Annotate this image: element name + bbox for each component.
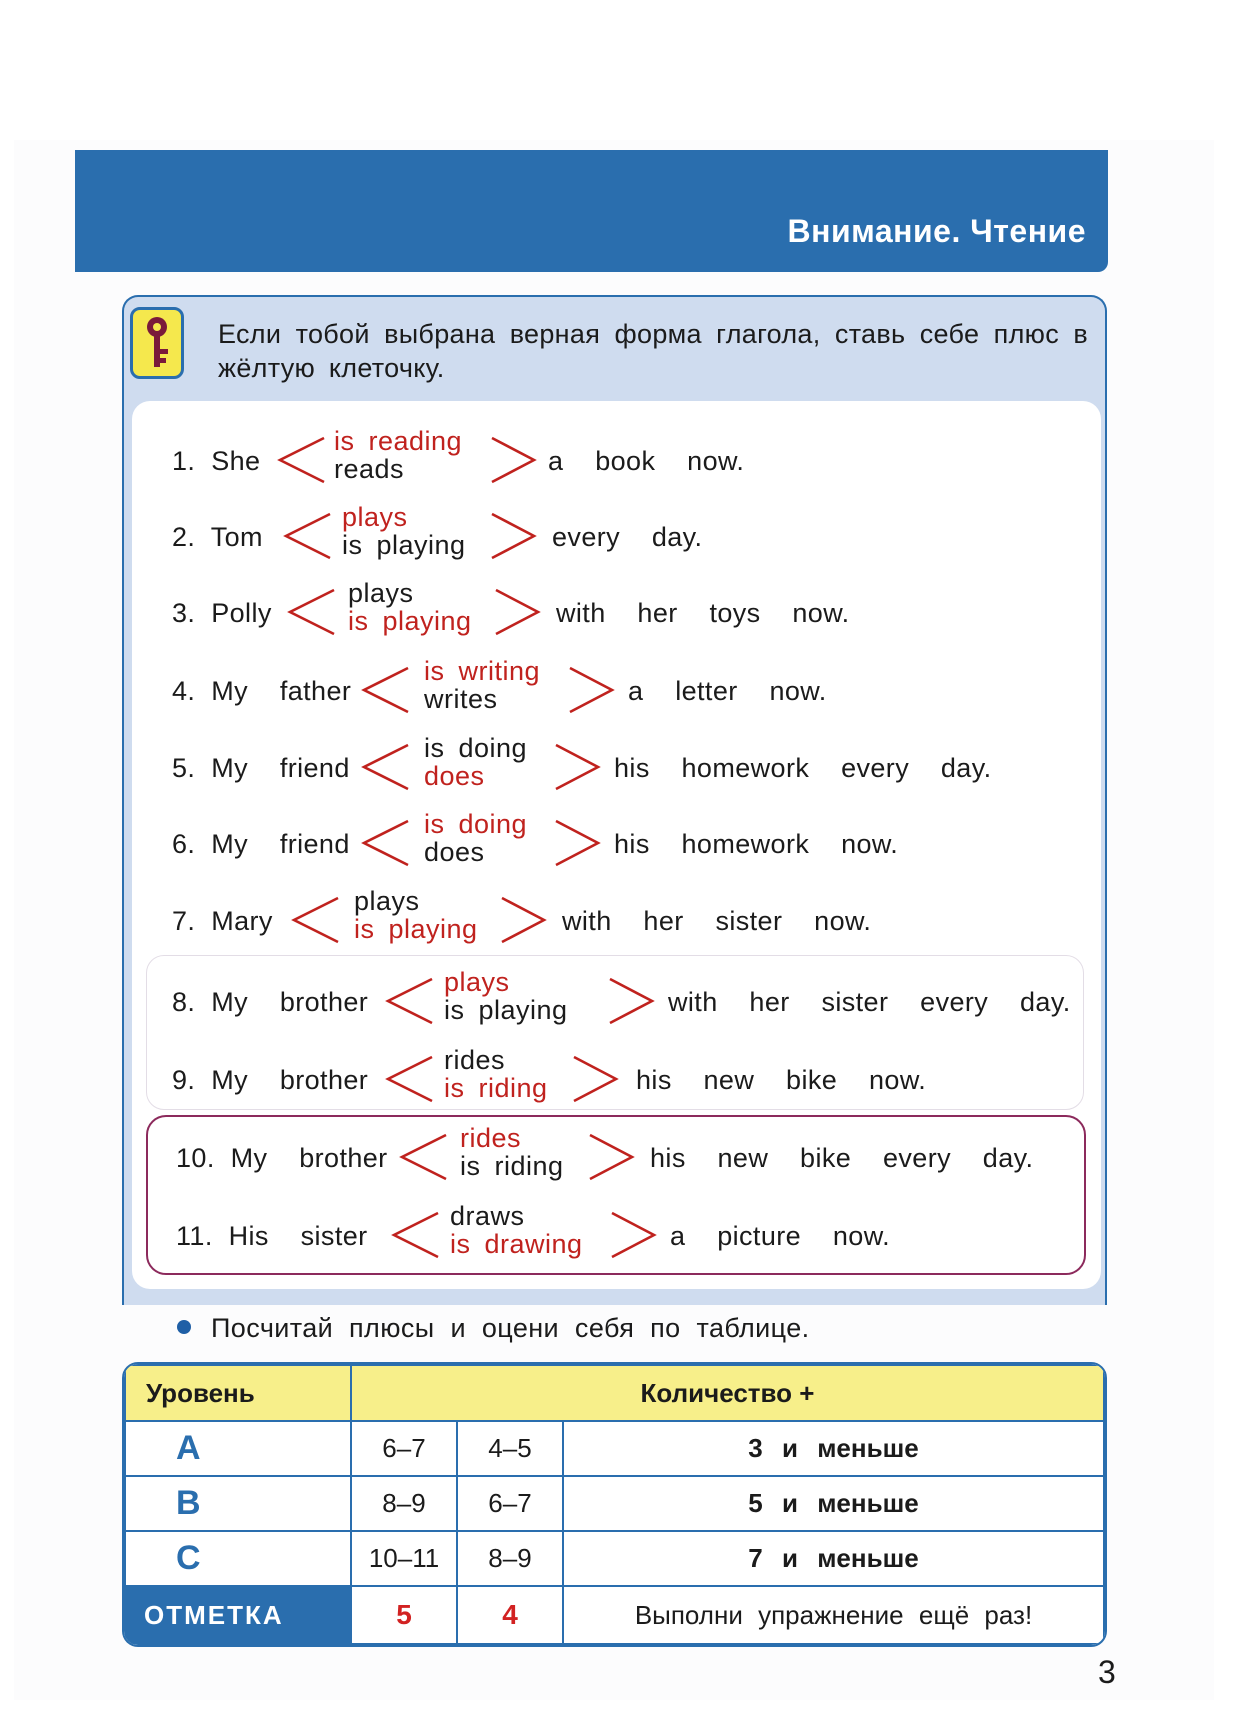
choice-option-top[interactable]: plays bbox=[444, 967, 510, 997]
right-choice-bracket bbox=[610, 1207, 660, 1265]
choice-option-top[interactable]: plays bbox=[354, 886, 420, 916]
choice-option-bottom[interactable]: writes bbox=[424, 684, 498, 714]
range-cell: 4–5 bbox=[457, 1421, 563, 1476]
level-cell: C bbox=[125, 1531, 351, 1586]
exercise-ending: every day. bbox=[552, 522, 703, 552]
choice-option-bottom[interactable]: is riding bbox=[460, 1151, 564, 1181]
exercise-subject: 11. His sister bbox=[176, 1221, 368, 1251]
exercise-ending: with her toys now. bbox=[556, 598, 850, 628]
mark-row bbox=[125, 1586, 1104, 1644]
table-row bbox=[125, 1531, 1104, 1586]
choice-option-bottom[interactable]: is playing bbox=[444, 995, 568, 1025]
left-choice-bracket bbox=[360, 662, 410, 720]
choice-option-top[interactable]: is writing bbox=[424, 656, 541, 686]
exercise-ending: with her sister now. bbox=[562, 906, 872, 936]
range-cell: 6–7 bbox=[351, 1421, 457, 1476]
exercise-subject: 4. My father bbox=[172, 676, 352, 706]
mark-retry: Выполни упражнение ещё раз! bbox=[563, 1586, 1104, 1644]
table-row bbox=[125, 1421, 1104, 1476]
right-choice-bracket bbox=[554, 739, 604, 797]
section-header bbox=[75, 150, 1108, 272]
header-level: Уровень bbox=[125, 1365, 351, 1421]
result-cell: 7 и меньше bbox=[563, 1531, 1104, 1586]
exercise-ending: a picture now. bbox=[670, 1221, 891, 1251]
right-choice-bracket bbox=[588, 1129, 638, 1187]
choice-option-bottom[interactable]: does bbox=[424, 761, 485, 791]
choice-option-top[interactable]: draws bbox=[450, 1201, 525, 1231]
choice-option-top[interactable]: rides bbox=[444, 1045, 506, 1075]
result-cell: 3 и меньше bbox=[563, 1421, 1104, 1476]
section-title: Внимание. Чтение bbox=[787, 213, 1086, 249]
left-choice-bracket bbox=[384, 1051, 434, 1109]
choice-option-top[interactable]: plays bbox=[348, 578, 414, 608]
count-instruction-text: Посчитай плюсы и оцени себя по таблице. bbox=[211, 1313, 810, 1343]
choice-option-bottom[interactable]: is drawing bbox=[450, 1229, 583, 1259]
exercise-ending: his homework now. bbox=[614, 829, 899, 859]
choice-option-top[interactable]: is doing bbox=[424, 733, 528, 763]
choice-option-top[interactable]: is doing bbox=[424, 809, 528, 839]
exercise-subject: 6. My friend bbox=[172, 829, 350, 859]
exercise-ending: his new bike now. bbox=[636, 1065, 927, 1095]
count-instruction bbox=[177, 1313, 810, 1344]
result-cell: 5 и меньше bbox=[563, 1476, 1104, 1531]
left-choice-bracket bbox=[384, 973, 434, 1031]
range-cell: 8–9 bbox=[457, 1531, 563, 1586]
right-choice-bracket bbox=[572, 1051, 622, 1109]
page-number: 3 bbox=[1098, 1654, 1116, 1690]
key-icon bbox=[130, 307, 184, 379]
left-choice-bracket bbox=[360, 815, 410, 873]
choice-option-bottom[interactable]: is playing bbox=[354, 914, 478, 944]
choice-option-bottom[interactable]: is riding bbox=[444, 1073, 548, 1103]
right-choice-bracket bbox=[490, 508, 540, 566]
exercise-subject: 9. My brother bbox=[172, 1065, 369, 1095]
choice-option-top[interactable]: is reading bbox=[334, 426, 463, 456]
exercise-subject: 5. My friend bbox=[172, 753, 350, 783]
choice-option-bottom[interactable]: is playing bbox=[348, 606, 472, 636]
left-choice-bracket bbox=[286, 584, 336, 642]
exercise-ending: his new bike every day. bbox=[650, 1143, 1034, 1173]
choice-option-top[interactable]: rides bbox=[460, 1123, 522, 1153]
exercise-subject: 2. Tom bbox=[172, 522, 263, 552]
score-table bbox=[122, 1362, 1107, 1647]
exercise-ending: with her sister every day. bbox=[668, 987, 1071, 1017]
right-choice-bracket bbox=[490, 432, 540, 490]
choice-option-bottom[interactable]: does bbox=[424, 837, 485, 867]
exercise-ending: a book now. bbox=[548, 446, 745, 476]
exercise-subject: 10. My brother bbox=[176, 1143, 388, 1173]
mark-label: ОТМЕТКА bbox=[125, 1586, 351, 1644]
exercise-ending: his homework every day. bbox=[614, 753, 992, 783]
range-cell: 6–7 bbox=[457, 1476, 563, 1531]
exercise-subject: 1. She bbox=[172, 446, 261, 476]
choice-option-bottom[interactable]: reads bbox=[334, 454, 405, 484]
header-count: Количество + bbox=[351, 1365, 1104, 1421]
mark-four: 4 bbox=[457, 1586, 563, 1644]
mark-five: 5 bbox=[351, 1586, 457, 1644]
right-choice-bracket bbox=[554, 815, 604, 873]
key-glyph bbox=[139, 315, 175, 371]
left-choice-bracket bbox=[276, 432, 326, 490]
choice-option-top[interactable]: plays bbox=[342, 502, 408, 532]
left-choice-bracket bbox=[282, 508, 332, 566]
left-choice-bracket bbox=[390, 1207, 440, 1265]
range-cell: 10–11 bbox=[351, 1531, 457, 1586]
bullet-icon bbox=[177, 1320, 191, 1334]
choice-option-bottom[interactable]: is playing bbox=[342, 530, 466, 560]
right-choice-bracket bbox=[568, 662, 618, 720]
table-row bbox=[125, 1476, 1104, 1531]
exercise-ending: a letter now. bbox=[628, 676, 827, 706]
range-cell: 8–9 bbox=[351, 1476, 457, 1531]
right-choice-bracket bbox=[500, 892, 550, 950]
exercise-subject: 3. Polly bbox=[172, 598, 272, 628]
left-choice-bracket bbox=[360, 739, 410, 797]
right-choice-bracket bbox=[494, 584, 544, 642]
right-choice-bracket bbox=[608, 973, 658, 1031]
level-cell: B bbox=[125, 1476, 351, 1531]
level-cell: A bbox=[125, 1421, 351, 1476]
exercise-subject: 8. My brother bbox=[172, 987, 369, 1017]
exercise-subject: 7. Mary bbox=[172, 906, 273, 936]
left-choice-bracket bbox=[398, 1129, 448, 1187]
instruction-text: Если тобой выбрана верная форма глагола, ставь себе плюс в жёлтую клеточку. bbox=[218, 319, 1088, 383]
left-choice-bracket bbox=[290, 892, 340, 950]
